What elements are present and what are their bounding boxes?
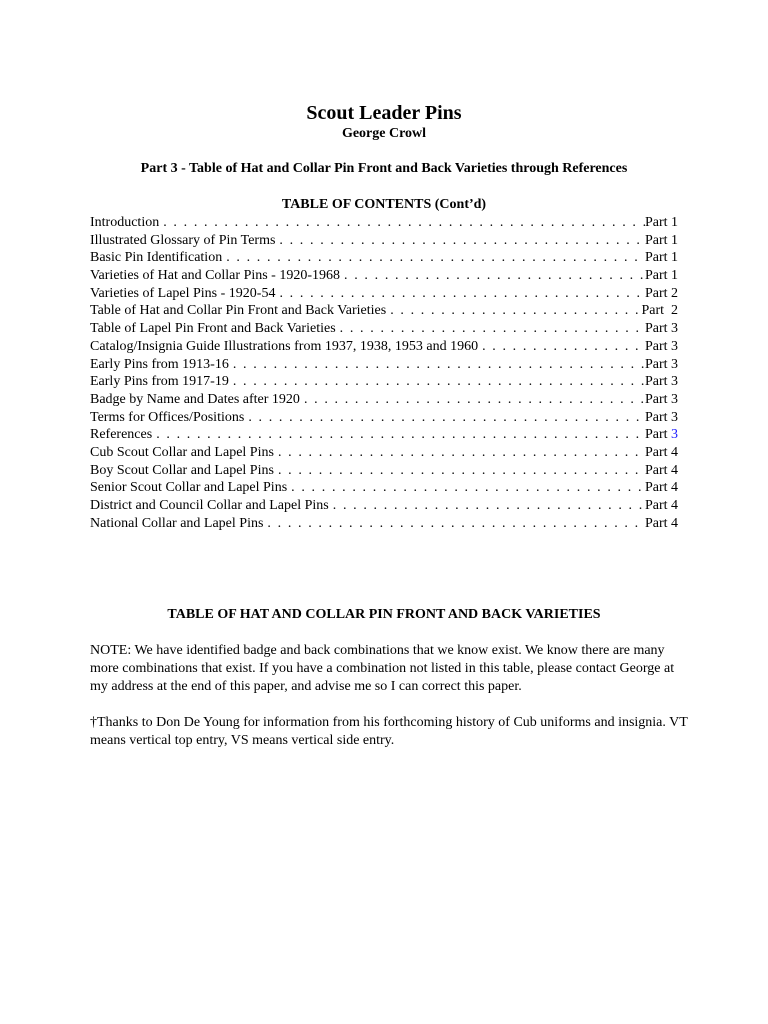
toc-entry-label: Early Pins from 1917-19 [90,374,229,390]
toc-dot-leader [263,515,645,533]
note-paragraph: NOTE: We have identified badge and back combinations that we know exist. We know there are many more combinations that exist. If you have a combination not listed in this table, please contact George at my address at the end of this paper, and advise me so I can correct this paper. [90,643,675,694]
toc-entry [90,444,678,462]
thanks-paragraph: †Thanks to Don De Young for information from his forthcoming history of Cub uniforms and insignia. VT means vertical top entry, VS means vertical side entry. [90,715,688,748]
toc-entry [90,515,678,533]
toc-entry-label: Basic Pin Identification [90,250,223,266]
toc-page-prefix: Part [644,285,671,301]
toc-entry-page [645,232,678,250]
toc-entry-label: Cub Scout Collar and Lapel Pins [90,444,274,460]
toc-entry-page [645,267,678,285]
toc-entry-page [645,462,678,480]
toc-page-prefix: Part [641,303,671,319]
toc-dot-leader [340,267,645,285]
toc-dot-leader [229,373,645,391]
toc-entry-label: Introduction [90,215,160,230]
toc-page-number: 2 [671,285,678,301]
toc-entry-label: Catalog/Insignia Guide Illustrations from 1937, 1938, 1953 and 1960 [90,338,479,354]
toc-entry-label: National Collar and Lapel Pins [90,515,264,531]
toc-entry-page [645,497,678,515]
document-author: George Crowl [341,126,427,141]
toc-entry [90,302,678,320]
toc-page-prefix: Part [644,515,671,531]
toc-entry [90,426,678,444]
toc-entry-page [645,285,678,303]
toc-dot-leader [329,497,645,515]
toc-entry-label: Terms for Offices/Positions [90,409,245,425]
toc-page-prefix: Part [644,374,671,390]
toc-page-prefix: Part [644,338,671,354]
section-heading: TABLE OF HAT AND COLLAR PIN FRONT AND BACK VARIETIES [167,607,601,622]
toc-entry [90,356,678,374]
toc-entry-page [641,302,678,320]
toc-dot-leader [300,391,645,409]
toc-page-number: 3 [671,321,678,337]
toc-dot-leader [274,462,645,480]
toc-entry-label: Varieties of Hat and Collar Pins - 1920-1968 [90,268,341,284]
toc-entry-page [645,426,678,444]
toc-dot-leader [152,426,645,444]
toc-page-number: 1 [671,250,678,266]
toc-page-number: 4 [671,480,678,496]
toc-dot-leader [386,302,641,320]
toc-page-number-link[interactable]: 3 [671,427,678,443]
document-title: Scout Leader Pins [306,102,462,124]
toc-entry-label: Illustrated Glossary of Pin Terms [90,232,276,248]
toc-page-prefix: Part [644,215,671,230]
toc-entry [90,320,678,338]
toc-entry-page [645,356,678,374]
toc-page-prefix: Part [644,462,671,478]
toc-entry-page [645,249,678,267]
toc-page-number: 3 [671,374,678,390]
toc-dot-leader [222,249,645,267]
toc-page-prefix: Part [644,321,671,337]
toc-entry-page [645,444,678,462]
toc-page-prefix: Part [644,250,671,266]
toc-page-number: 3 [671,356,678,372]
toc-entry [90,391,678,409]
toc-dot-leader [275,232,645,250]
toc-entry [90,462,678,480]
toc-entry [90,232,678,250]
toc-page-prefix: Part [644,498,671,513]
toc-entry-page [645,214,678,232]
toc-page-number: 1 [671,232,678,248]
toc-entry [90,338,678,356]
toc-dot-leader [274,444,645,462]
toc-page-number: 4 [671,515,678,531]
toc-dot-leader [336,320,645,338]
toc-page-number: 4 [671,444,678,460]
toc-page-prefix: Part [644,391,671,407]
table-of-contents [90,214,678,532]
toc-entry-page [645,479,678,497]
toc-page-prefix: Part [644,444,671,460]
toc-page-prefix: Part [644,480,671,496]
toc-entry [90,214,678,232]
toc-entry-page [645,391,678,409]
toc-entry [90,479,678,497]
toc-page-prefix: Part [644,356,671,372]
toc-dot-leader [159,214,645,232]
toc-entry-label: Badge by Name and Dates after 1920 [90,391,300,407]
toc-page-number: 1 [671,268,678,284]
toc-entry-label: Boy Scout Collar and Lapel Pins [90,462,274,478]
toc-entry-page [645,373,678,391]
toc-entry [90,285,678,303]
toc-page-prefix: Part [644,427,671,443]
toc-entry [90,409,678,427]
toc-page-number: 3 [671,391,678,407]
toc-entry-label: Early Pins from 1913-16 [90,356,229,372]
toc-page-number: 3 [671,338,678,354]
toc-entry-page [645,338,678,356]
toc-entry-page [645,409,678,427]
toc-entry-label: References [90,427,153,443]
toc-entry [90,373,678,391]
toc-entry [90,267,678,285]
toc-entry-label: Senior Scout Collar and Lapel Pins [90,480,288,496]
toc-dot-leader [478,338,645,356]
toc-dot-leader [287,479,645,497]
part-heading: Part 3 - Table of Hat and Collar Pin Front and Back Varieties through References [140,161,628,176]
toc-page-number: 4 [671,462,678,478]
toc-entry-label: Varieties of Lapel Pins - 1920-54 [90,285,276,301]
toc-entry [90,497,678,515]
toc-dot-leader [244,409,645,427]
toc-page-number: 2 [671,303,678,319]
toc-entry [90,249,678,267]
toc-entry-label: Table of Hat and Collar Pin Front and Back Varieties [90,303,387,319]
toc-entry-page [645,515,678,533]
toc-page-number: 3 [671,409,678,425]
toc-page-prefix: Part [644,409,671,425]
toc-entry-label: Table of Lapel Pin Front and Back Varieties [90,321,336,337]
toc-page-number: 1 [671,215,678,230]
toc-page-number: 4 [671,498,678,513]
toc-entry-label: District and Council Collar and Lapel Pins [90,498,329,513]
toc-dot-leader [229,356,645,374]
toc-page-prefix: Part [644,232,671,248]
toc-heading: TABLE OF CONTENTS (Cont’d) [281,197,487,212]
toc-dot-leader [275,285,644,303]
toc-entry-page [645,320,678,338]
toc-page-prefix: Part [644,268,671,284]
